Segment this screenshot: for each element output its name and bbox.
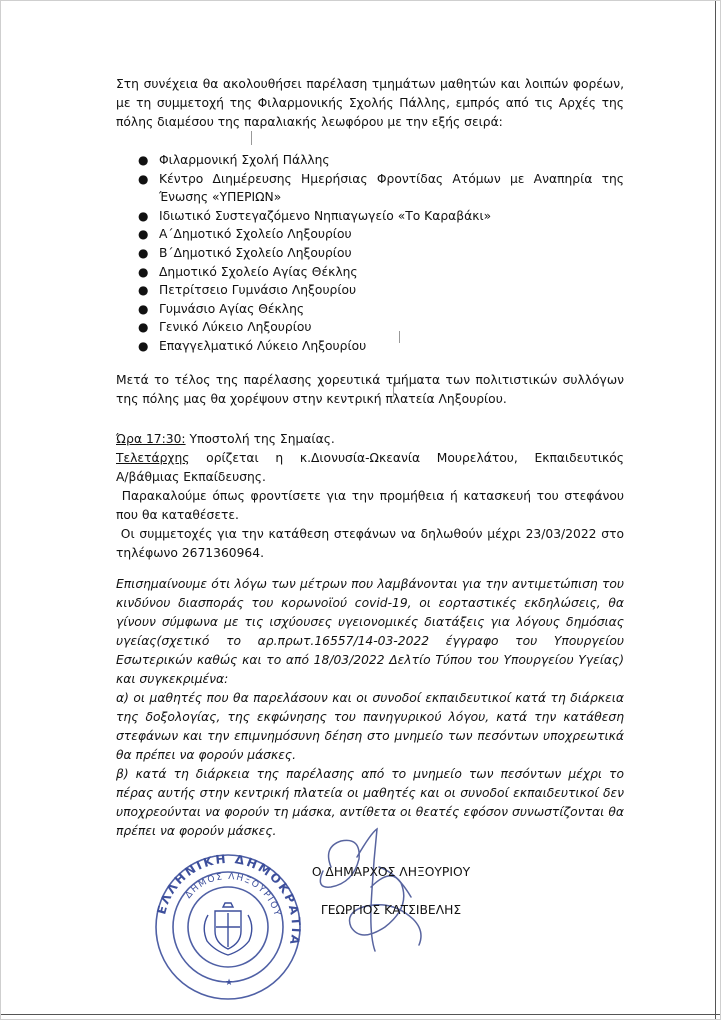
list-item [138, 263, 624, 282]
list-item-text: Α΄Δημοτικό Σχολείο Ληξουρίου [159, 227, 352, 242]
host-text: ορίζεται η κ.Διονυσία-Ωκεανία Μουρελάτου, Εκπαιδευτικός [189, 451, 624, 465]
list-item [138, 281, 624, 300]
declaration-line-2: τηλέφωνο 2671360964. [116, 546, 264, 560]
signature-block [291, 863, 491, 920]
bullet-icon: ● [138, 245, 149, 260]
flag-text: Υποστολή της Σημαίας. [185, 432, 335, 446]
bullet-icon: ● [138, 301, 149, 316]
notice-point-b-line: πέρας αυτής στην κεντρική πλατεία οι μαθητές και οι συνοδοί εκπαιδευτικοί δεν [116, 786, 624, 800]
list-item [138, 300, 624, 319]
notice-line: Εσωτερικών καθώς και το από 18/03/2022 Δελτίο Τύπου του Υπουργείου Υγείας) [116, 653, 624, 667]
scan-border-right [715, 1, 716, 1019]
notice-line: κινδύνου διασποράς του κορωνοϊού covid-19, οι εορταστικές εκδηλώσεις, θα [116, 596, 624, 610]
bullet-icon: ● [138, 208, 149, 223]
list-item [138, 337, 624, 356]
intro-line: με τη συμμετοχή της Φιλαρμονικής Σχολής Πάλλης, εμπρός από τις Αρχές της [116, 96, 624, 110]
notice-point-a-line: α) οι μαθητές που θα παρελάσουν και οι συνοδοί εκπαιδευτικοί κατά τη διάρκεια [116, 691, 624, 705]
wreath-request-line-2: που θα καταθέσετε. [116, 508, 239, 522]
bullet-icon: ● [138, 320, 149, 335]
host-label: Τελετάρχης [116, 451, 190, 465]
flag-lowering-line [116, 430, 624, 449]
mayor-name: ΓΕΩΡΓΙΟΣ ΚΑΤΣΙΒΕΛΗΣ [320, 903, 462, 917]
notice-line: υγείας(σχετικό το αρ.πρωτ.16557/14-03-2022 έγγραφο του Υπουργείου [116, 634, 624, 648]
list-item-text: Φιλαρμονική Σχολή Πάλλης [159, 153, 330, 167]
list-item-text: Β΄Δημοτικό Σχολείο Ληξουρίου [159, 245, 352, 260]
notice-line: Επισημαίνουμε ότι λόγω των μέτρων που λαμβάνονται για την αντιμετώπιση του [116, 577, 624, 591]
notice-point-b-line: υποχρεούνται να φορούν τη μάσκα, αντίθετα οι θεατές εφόσον συνωστίζονται θα [116, 805, 624, 819]
list-item-text: Πετρίτσειο Γυμνάσιο Ληξουρίου [159, 283, 357, 298]
notice-line: γίνουν σύμφωνα με τις ισχύουσες υγειονομικές διατάξεις για λόγους δημόσιας [116, 615, 624, 629]
bullet-icon: ● [138, 264, 149, 279]
notice-point-a-line: της δοξολογίας, της εκφώνησης του πανηγυρικού λόγου, κατά την κατάθεση [116, 710, 624, 724]
bullet-icon: ● [138, 283, 149, 298]
list-item-text: Επαγγελματικό Λύκειο Ληξουρίου [159, 338, 367, 353]
scan-mark [251, 131, 252, 145]
municipality-stamp [153, 853, 303, 1001]
bullet-icon: ● [138, 171, 149, 186]
stamp-outer-text: ΕΛΛΗΝΙΚΗ ΔΗΜΟΚΡΑΤΙΑ [154, 853, 303, 948]
flag-time: Ώρα 17:30: [116, 432, 186, 446]
list-item [138, 151, 624, 170]
stamp-inner-text: ΔΗΜΟΣ ΛΗΞΟΥΡΙΟΥ [183, 871, 282, 919]
notice-point-b-line: β) κατά τη διάρκεια της παρέλασης από το μνημείο των πεσόντων μέχρι το [116, 767, 624, 781]
list-item [138, 207, 624, 226]
list-item-text: Δημοτικό Σχολείο Αγίας Θέκλης [159, 264, 358, 279]
list-item-text: Γενικό Λύκειο Ληξουρίου [159, 320, 312, 335]
list-item [138, 225, 624, 244]
list-item-text: Ιδιωτικό Συστεγαζόμενο Νηπιαγωγείο «Το Καραβάκι» [159, 208, 492, 223]
host-line-2: Α/βάθμιας Εκπαίδευσης. [116, 470, 266, 484]
dances-line: της πόλης μας θα χορέψουν στην κεντρική πλατεία Ληξουρίου. [116, 392, 507, 406]
list-item-text: Κέντρο Διημέρευσης Ημερήσιας Φροντίδας Ατόμων με Αναπηρία της [159, 171, 624, 186]
svg-text:★: ★ [225, 978, 234, 988]
notice-point-a-line: θα πρέπει να φορούν μάσκες. [116, 748, 296, 762]
intro-line: Στη συνέχεια θα ακολουθήσει παρέλαση τμημάτων μαθητών και λοιπών φορέων, [116, 77, 624, 91]
wreath-request-line: Παρακαλούμε όπως φροντίσετε για την προμήθεια ή κατασκευή του στεφάνου [116, 489, 624, 503]
parade-order-list [138, 151, 624, 356]
mayor-title: Ο ΔΗΜΑΡΧΟΣ ΛΗΞΟΥΡΙΟΥ [311, 865, 471, 879]
list-item [138, 170, 624, 207]
bullet-icon: ● [138, 153, 149, 167]
list-item-text-cont: Ένωσης «ΥΠΕΡΙΩΝ» [159, 190, 282, 205]
bullet-icon: ● [138, 227, 149, 242]
intro-line: πόλης διαμέσου της παραλιακής λεωφόρου με την εξής σειρά: [116, 115, 503, 129]
list-item [138, 318, 624, 337]
list-item [138, 244, 624, 263]
list-item-text: Γυμνάσιο Αγίας Θέκλης [159, 301, 305, 316]
bullet-icon: ● [138, 338, 149, 353]
host-line [116, 449, 624, 468]
scan-border-bottom [1, 1014, 720, 1015]
declaration-line: Οι συμμετοχές για την κατάθεση στεφάνων να δηλωθούν μέχρι 23/03/2022 στο [116, 527, 624, 541]
notice-point-a-line: στεφάνων και την επιμνημόσυνη δέηση στο μνημείο των πεσόντων υποχρεωτικά [116, 729, 624, 743]
dances-line: Μετά το τέλος της παρέλασης χορευτικά τμήματα των πολιτιστικών συλλόγων [116, 373, 624, 387]
notice-point-b-line: πρέπει να φορούν μάσκες. [116, 824, 277, 838]
notice-line: και συγκεκριμένα: [116, 672, 229, 686]
